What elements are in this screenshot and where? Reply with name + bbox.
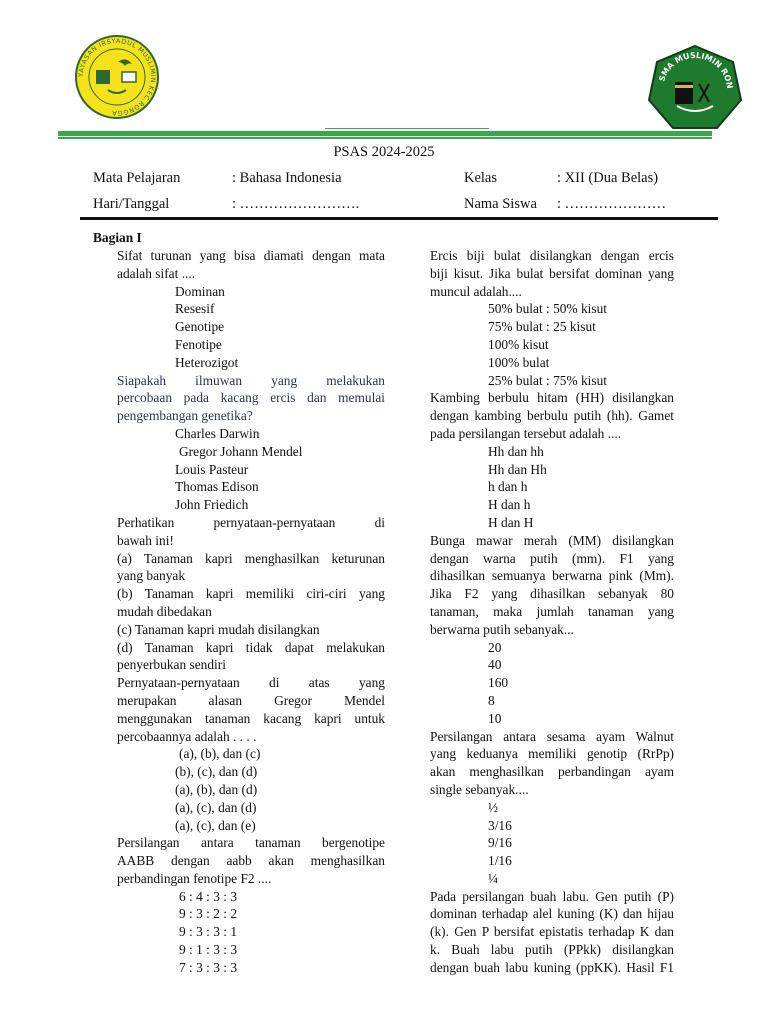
header-divider: [80, 217, 718, 220]
question-line: pengembangan genetika?: [117, 408, 253, 424]
question-line: Hh dan hh: [488, 443, 544, 459]
question-line: 50% bulat : 50% kisut: [488, 301, 608, 317]
question-line: 1/16: [488, 853, 512, 869]
question-line: percobaan pada kacang ercis dan memulai: [117, 390, 385, 406]
question-line: dihasilkan semuanya berwarna pink (Mm).: [430, 568, 674, 584]
question-line: percobaannya adalah . . . .: [117, 728, 257, 744]
question-line: yang banyak: [117, 568, 186, 584]
question-line: (a), (b), dan (d): [175, 781, 258, 797]
question-line: Genotipe: [175, 319, 225, 335]
question-line: (d) Tanaman kapri tidak dapat melakukan: [117, 639, 385, 655]
question-line: (a), (c), dan (d): [175, 799, 257, 815]
question-line: ¼: [488, 870, 499, 886]
header-green-rule: [58, 131, 712, 136]
question-line: (a), (c), dan (e): [175, 817, 256, 833]
question-line: dengan kambing berbulu putih (hh). Gamet: [430, 408, 674, 424]
question-line: Jika F2 yang dihasilkan sebanyak 80: [430, 586, 674, 602]
right-question-column: [430, 247, 674, 977]
question-line: AABB dengan aabb akan menghasilkan: [117, 853, 385, 869]
header-accent-line: [325, 128, 489, 129]
question-line: 25% bulat : 75% kisut: [488, 372, 608, 388]
question-line: 9 : 1 : 3 : 3: [179, 942, 238, 958]
question-line: bawah ini!: [117, 532, 174, 548]
exam-title: PSAS 2024-2025: [333, 144, 435, 160]
kelas-value: : XII (Dua Belas): [557, 170, 659, 186]
question-line: biji kisut. Jika bulat bersifat dominan yang: [430, 265, 674, 281]
question-line: perbandingan fenotipe F2 ....: [117, 870, 272, 886]
question-line: penyerbukan sendiri: [117, 657, 226, 673]
question-line: 3/16: [488, 817, 512, 833]
question-line: yang keduanya memiliki genotip (RrPp): [430, 746, 674, 762]
section-title: Bagian I: [93, 230, 142, 245]
kelas-label: Kelas: [464, 170, 498, 186]
question-line: pada persilangan tersebut adalah ....: [430, 425, 622, 441]
question-line: Persilangan antara sesama ayam Walnut: [430, 728, 674, 744]
svg-text:SMA MUSLIMIN RONGGA: SMA MUSLIMIN RON: [657, 50, 735, 90]
question-line: Ercis biji bulat disilangkan dengan ercis: [430, 248, 674, 263]
question-line: Siapakah ilmuwan yang melakukan: [117, 372, 385, 388]
question-line: 75% bulat : 25 kisut: [488, 319, 596, 335]
question-line: dominan terhadap alel kuning (K) dan hijau: [430, 906, 674, 922]
question-line: Sifat turunan yang bisa diamati dengan mata: [117, 248, 385, 263]
question-line: (c) Tanaman kapri mudah disilangkan: [117, 621, 320, 637]
question-line: 6 : 4 : 3 : 3: [179, 888, 238, 904]
question-line: Gregor Johann Mendel: [179, 443, 303, 459]
mata-pelajaran-label: Mata Pelajaran: [93, 170, 181, 186]
question-line: 9 : 3 : 2 : 2: [179, 906, 238, 922]
question-line: (a) Tanaman kapri menghasilkan keturunan: [117, 550, 385, 566]
question-line: 100% bulat: [488, 354, 550, 370]
question-line: Pada persilangan buah labu. Gen putih (P): [430, 888, 674, 904]
question-line: Bunga mawar merah (MM) disilangkan: [430, 532, 674, 548]
question-line: berwarna putih sebanyak...: [430, 621, 574, 637]
question-line: mudah dibedakan: [117, 603, 212, 619]
question-line: h dan h: [488, 479, 528, 495]
question-line: tanaman, maka jumlah tanaman yang: [430, 603, 674, 619]
question-line: (k). Gen P bersifat epistatis terhadap K dan: [430, 924, 674, 940]
question-line: 9/16: [488, 835, 512, 851]
question-line: (b) Tanaman kapri memiliki ciri-ciri yang: [117, 586, 385, 602]
question-line: merupakan alasan Gregor Mendel: [117, 692, 385, 708]
header-green-rule-thin: [58, 137, 712, 139]
question-line: Kambing berbulu hitam (HH) disilangkan: [430, 390, 674, 406]
question-line: muncul adalah....: [430, 283, 522, 299]
question-line: k. Buah labu putih (PPkk) disilangkan: [430, 942, 674, 958]
question-line: dengan buah labu kuning (ppKK). Hasil F1: [430, 959, 674, 975]
question-line: 100% kisut: [488, 336, 549, 352]
question-line: Dominan: [175, 283, 225, 299]
question-line: 20: [488, 639, 502, 655]
question-line: H dan H: [488, 514, 534, 530]
question-line: 9 : 3 : 3 : 1: [179, 924, 238, 940]
question-line: John Friedich: [175, 497, 249, 513]
svg-text:YAYASAN IRSYADUL MUSLIMIN KEC.: YAYASAN IRSYADUL MUSLIMIN KEC.RONGGA: [76, 36, 158, 118]
mata-pelajaran-value: : Bahasa Indonesia: [232, 170, 342, 186]
question-line: Pernyataan-pernyataan di atas yang: [117, 675, 385, 691]
question-line: menggunakan tanaman kacang kapri untuk: [117, 710, 385, 726]
question-line: Resesif: [175, 301, 215, 317]
question-line: 7 : 3 : 3 : 3: [179, 959, 238, 975]
question-line: 160: [488, 675, 509, 691]
question-line: Louis Pasteur: [175, 461, 249, 477]
question-line: dengan warna putih (mm). F1 yang: [430, 550, 674, 566]
question-line: Persilangan antara tanaman bergenotipe: [117, 835, 385, 851]
question-line: Hh dan Hh: [488, 461, 547, 477]
hari-tanggal-label: Hari/Tanggal: [93, 196, 170, 212]
question-line: single sebanyak....: [430, 781, 529, 797]
question-line: Heterozigot: [175, 354, 239, 370]
hari-tanggal-value: : …………………….: [232, 196, 360, 212]
question-line: Thomas Edison: [175, 479, 259, 495]
question-line: Perhatikan pernyataan-pernyataan di: [117, 514, 385, 530]
question-line: Charles Darwin: [175, 425, 260, 441]
question-line: 10: [488, 710, 502, 726]
left-question-column: [93, 247, 385, 977]
question-line: 8: [488, 692, 495, 708]
question-line: ½: [488, 799, 499, 815]
yayasan-logo: [74, 34, 160, 120]
question-line: (b), (c), dan (d): [175, 764, 258, 780]
question-line: H dan h: [488, 497, 531, 513]
question-line: (a), (b), dan (c): [179, 746, 261, 762]
question-line: adalah sifat ....: [117, 265, 196, 281]
school-logo: [647, 44, 743, 132]
question-line: 40: [488, 657, 502, 673]
nama-siswa-value: : …………………: [557, 196, 667, 212]
question-line: akan menghasilkan perbandingan ayam: [430, 764, 674, 780]
nama-siswa-label: Nama Siswa: [464, 196, 537, 212]
question-line: Fenotipe: [175, 336, 222, 352]
